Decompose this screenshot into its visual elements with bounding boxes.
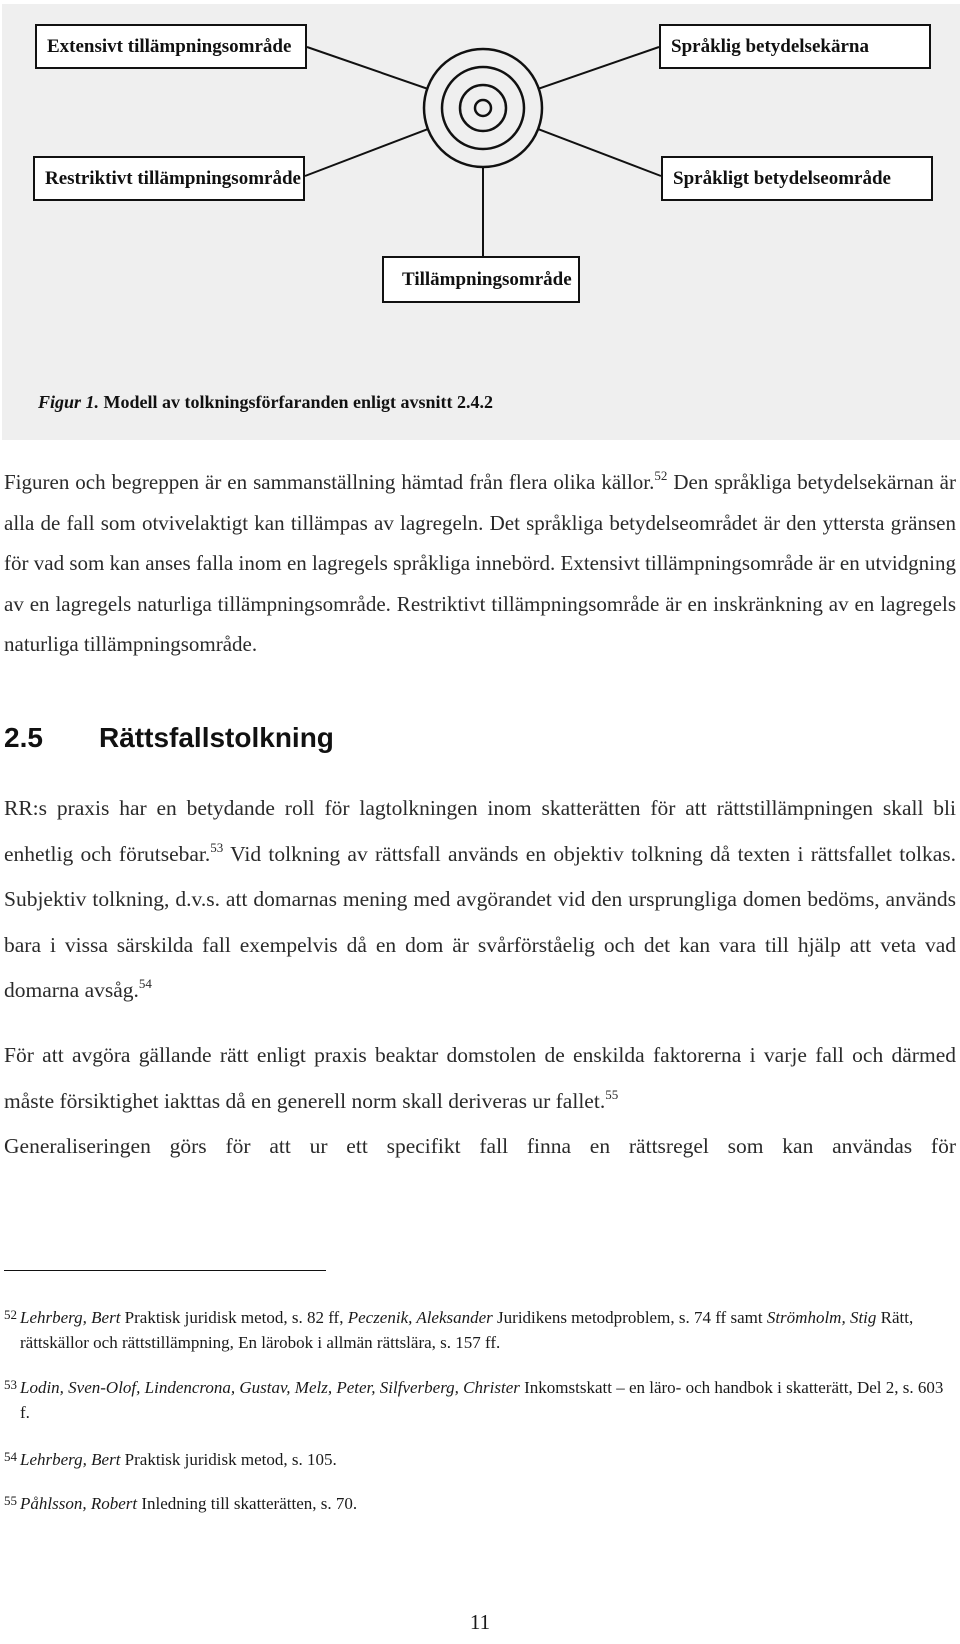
figure-caption-prefix: Figur 1.: [38, 392, 100, 412]
author-name: Lehrberg, Bert: [20, 1450, 121, 1469]
footnote-mark: 52: [4, 1307, 17, 1322]
footnote-53: [4, 1375, 956, 1425]
footnote-ref-54[interactable]: 54: [138, 976, 152, 991]
paragraph-2-text-b: Vid tolkning av rättsfall används en objektiv tolkning då texten i rättsfallet tolkas. Subjektiv tolkning, d.v.s. att domarnas mening med avgörandet vid den ursprungliga domen bedöms, används bara i vissa särskilda fall exempelvis då en dom är svårförståelig och det kan vara till hjälp att veta vad domarna avsåg.: [4, 841, 956, 1002]
paragraph-1: [4, 462, 956, 665]
figure-caption-text: Modell av tolkningsförfaranden enligt avsnitt 2.4.2: [103, 392, 494, 412]
paragraph-2-text-a: RR:s praxis har en betydande roll för lagtolkningen inom skatterätten för att rättstillämpningen skall bli enhetlig och förutsebar.: [4, 796, 956, 866]
label-extensivt: Extensivt tillämpningsområde: [35, 24, 307, 69]
author-name: Peczenik, Aleksander: [347, 1308, 493, 1327]
section-title: Rättsfallstolkning: [99, 722, 334, 753]
label-restriktivt: Restriktivt tillämpningsområde: [33, 156, 305, 201]
footnote-body: [20, 1375, 956, 1425]
footnote-mark: 55: [4, 1493, 17, 1508]
paragraph-3-text-a: För att avgöra gällande rätt enligt praxis beaktar domstolen de enskilda faktorerna i varje fall och därmed måste försiktighet iakttas då en generell norm skall deriveras ur fallet.: [4, 1043, 956, 1113]
footnote-52: [4, 1305, 956, 1355]
footnote-body: [20, 1305, 956, 1355]
figure-1: [2, 4, 960, 440]
page-number: 11: [469, 1610, 491, 1634]
concentric-circles-diagram: [2, 4, 960, 440]
footnote-body: [20, 1491, 956, 1516]
label-sprakig-betydelsekarna: Språklig betydelsekärna: [659, 24, 931, 69]
citation-text: Praktisk juridisk metod, s. 105.: [120, 1450, 337, 1469]
footnote-mark: 54: [4, 1449, 17, 1464]
author-name: Lehrberg, Bert: [20, 1308, 121, 1327]
section-heading: [4, 722, 334, 754]
footnote-ref-55[interactable]: 55: [605, 1086, 619, 1102]
footnote-separator: [4, 1270, 326, 1271]
citation-text: Juridikens metodproblem, s. 74 ff samt: [492, 1308, 767, 1327]
citation-text: Praktisk juridisk metod, s. 82 ff,: [120, 1308, 348, 1327]
label-sprakligt-betydelseomrade: Språkligt betydelseområde: [661, 156, 933, 201]
footnote-55: [4, 1491, 956, 1516]
paragraph-2: [4, 786, 956, 1014]
paragraph-1-text-b: Den språkliga betydelsekärnan är alla de fall som otvivelaktigt kan tillämpas av lagregeln. Det språkliga betydelseområdet är den yttersta gränsen för vad som kan anses falla inom en lagregels språkliga innebörd. Extensivt tillämpningsområde är en utvidgning av en lagregels naturliga tillämpningsområde. Restriktivt tillämpningsområde är en inskränkning av en lagregels naturliga tillämpningsområde.: [4, 470, 957, 657]
paragraph-3: [4, 1033, 956, 1170]
citation-text: Rätt, rättskällor och rättstillämpning, En lärobok i allmän rättslära, s. 157 ff.: [20, 1308, 914, 1352]
author-name: Påhlsson, Robert: [20, 1494, 138, 1513]
section-number: 2.5: [4, 722, 43, 753]
citation-text: Inledning till skatterätten, s. 70.: [137, 1494, 358, 1513]
label-tillampningsomrade: Tillämpningsområde: [382, 256, 580, 303]
paragraph-3-text-b: Generaliseringen görs för att ur ett specifikt fall finna en rättsregel som kan användas för: [4, 1134, 956, 1158]
figure-caption: [38, 392, 493, 413]
author-name: Strömholm, Stig: [766, 1308, 877, 1327]
footnote-ref-52[interactable]: 52: [654, 468, 668, 483]
footnote-54: [4, 1447, 956, 1472]
footnote-ref-53[interactable]: 53: [210, 839, 224, 855]
footnote-mark: 53: [4, 1377, 17, 1392]
citation-text: Inkomstskatt – en läro- och handbok i skatterätt, Del 2, s. 603 f.: [20, 1378, 944, 1422]
author-name: Lodin, Sven-Olof, Lindencrona, Gustav, Melz, Peter, Silfverberg, Christer: [20, 1378, 520, 1397]
paragraph-1-text-a: Figuren och begreppen är en sammanställning hämtad från flera olika källor.: [4, 470, 655, 494]
footnote-body: [20, 1447, 956, 1472]
